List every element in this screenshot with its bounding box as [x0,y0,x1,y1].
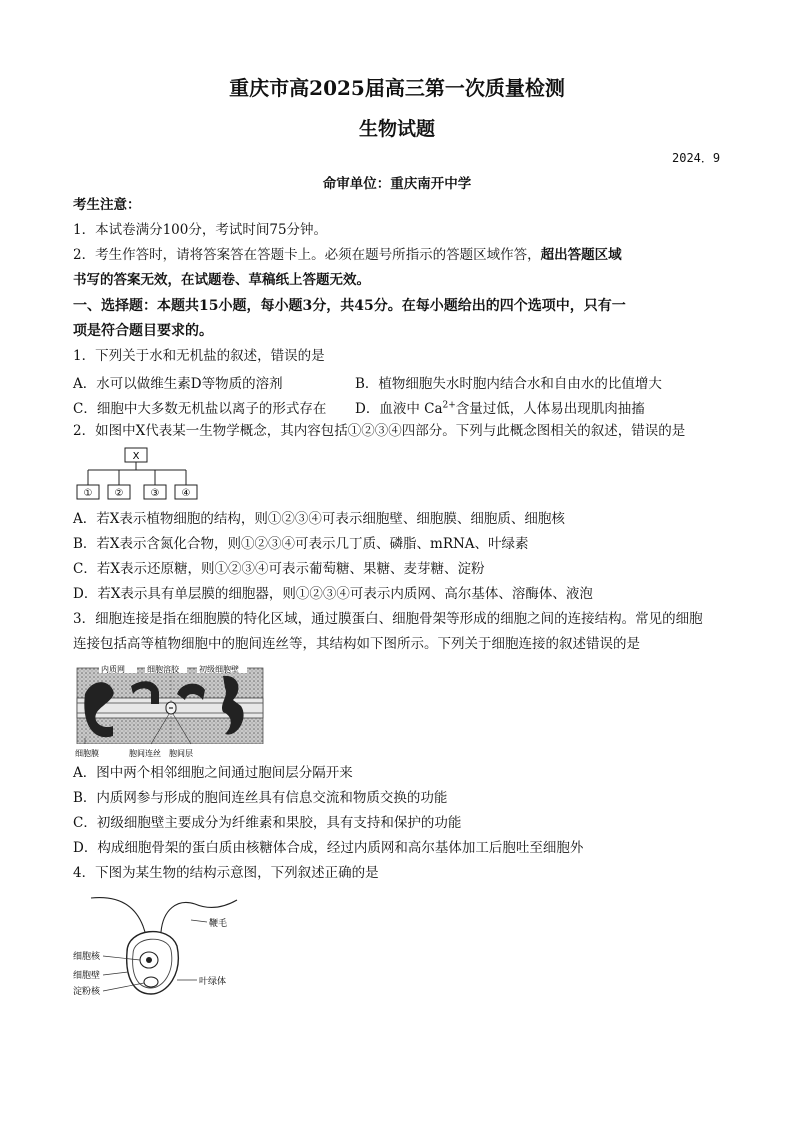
q2-option-b: B．若X表示含氮化合物，则①②③④可表示几丁质、磷脂、mRNA、叶绿素 [73,536,529,552]
flagellum-left [91,898,145,932]
q2-option-d: D．若X表示具有单层膜的细胞器，则①②③④可表示内质网、高尔基体、溶酶体、液泡 [73,586,593,602]
label-nucleus: 细胞核 [73,952,101,962]
plasmodesma-figure [73,656,269,760]
q1-option-d-text-end: 含量过低，人体易出现肌肉抽搐 [455,401,645,417]
notice-item-2 [73,246,622,264]
concept-map-node-3: ③ [150,488,160,499]
label-pyrenoid: 淀粉核 [73,987,101,997]
q3-stem-line-2: 连接包括高等植物细胞中的胞间连丝等，其结构如下图所示。下列关于细胞连接的叙述错误的是 [73,636,640,652]
label-flagellum: 鞭毛 [209,919,228,929]
concept-map-node-1: ① [83,488,93,499]
q3-option-d: D．构成细胞骨架的蛋白质由核糖体合成，经过内质网和高尔基体加工后胞吐至细胞外 [73,840,584,856]
q1-stem: 1．下列关于水和无机盐的叙述，错误的是 [73,348,325,364]
exam-unit: 命审单位：重庆南开中学 [322,176,472,192]
label-chloroplast: 叶绿体 [199,977,227,987]
q1-option-d-text: D．血液中 Ca [355,401,443,417]
section-heading-line-1: 一、选择题：本题共15小题，每小题3分，共45分。在每小题给出的四个选项中，只有一 [73,298,626,314]
notice-item-2-continued: 书写的答案无效，在试题卷、草稿纸上答题无效。 [73,272,370,288]
exam-date: 2024．9 [672,151,721,165]
q2-option-c: C．若X表示还原糖，则①②③④可表示葡萄糖、果糖、麦芽糖、淀粉 [73,561,485,577]
q1-option-a: A．水可以做维生素D等物质的溶剂 [73,376,283,392]
notice-heading: 考生注意： [73,197,141,213]
q2-option-a: A．若X表示植物细胞的结构，则①②③④可表示细胞壁、细胞膜、细胞质、细胞核 [73,511,565,527]
label-cytosol: 细胞溶胶 [147,665,179,674]
label-endoplasmic-reticulum: 内质网 [101,665,125,674]
q2-stem: 2．如图中X代表某一生物学概念，其内容包括①②③④四部分。下列与此概念图相关的叙述，错误的是 [73,423,686,439]
chlamydomonas-figure [73,890,253,1002]
concept-map-node-4: ④ [181,488,191,499]
label-cell-membrane: 细胞膜 [75,749,99,758]
q3-option-a: A．图中两个相邻细胞之间通过胞间层分隔开来 [73,765,353,781]
q3-option-c: C．初级细胞壁主要成分为纤维素和果胶，具有支持和保护的功能 [73,815,462,831]
q1-option-d-superscript: 2+ [442,400,456,411]
nucleolus-shape [146,957,152,963]
q3-option-b: B．内质网参与形成的胞间连丝具有信息交流和物质交换的功能 [73,790,448,806]
exam-subject-title: 生物试题 [358,118,435,140]
pyrenoid-shape [144,977,158,987]
concept-map-diagram [73,446,203,504]
notice-item-1: 1．本试卷满分100分，考试时间75分钟。 [73,222,328,238]
q1-option-c: C．细胞中大多数无机盐以离子的形式存在 [73,401,327,417]
concept-map-root-label: X [132,451,140,462]
concept-map-node-2: ② [114,488,124,499]
label-primary-cell-wall: 初级细胞壁 [199,665,239,674]
section-heading-line-2: 项是符合题目要求的。 [73,323,213,339]
label-cell-wall: 细胞壁 [73,971,101,981]
q4-stem: 4．下图为某生物的结构示意图，下列叙述正确的是 [73,865,379,881]
q1-option-d [355,397,645,417]
q3-stem-line-1: 3．细胞连接是指在细胞膜的特化区域，通过膜蛋白、细胞骨架等形成的细胞之间的连接结构。常见的细胞 [73,611,703,627]
chloroplast-outline [133,939,172,988]
notice-item-2-emphasis: 超出答题区域 [540,247,622,263]
label-middle-lamella: 胞间层 [169,749,193,758]
label-plasmodesma: 胞间连丝 [129,749,161,758]
notice-item-2-text: 2．考生作答时，请将答案答在答题卡上。必须在题号所指示的答题区域作答， [73,247,541,263]
exam-main-title: 重庆市高2025届高三第一次质量检测 [229,76,565,100]
q1-option-b: B．植物细胞失水时胞内结合水和自由水的比值增大 [355,376,662,392]
